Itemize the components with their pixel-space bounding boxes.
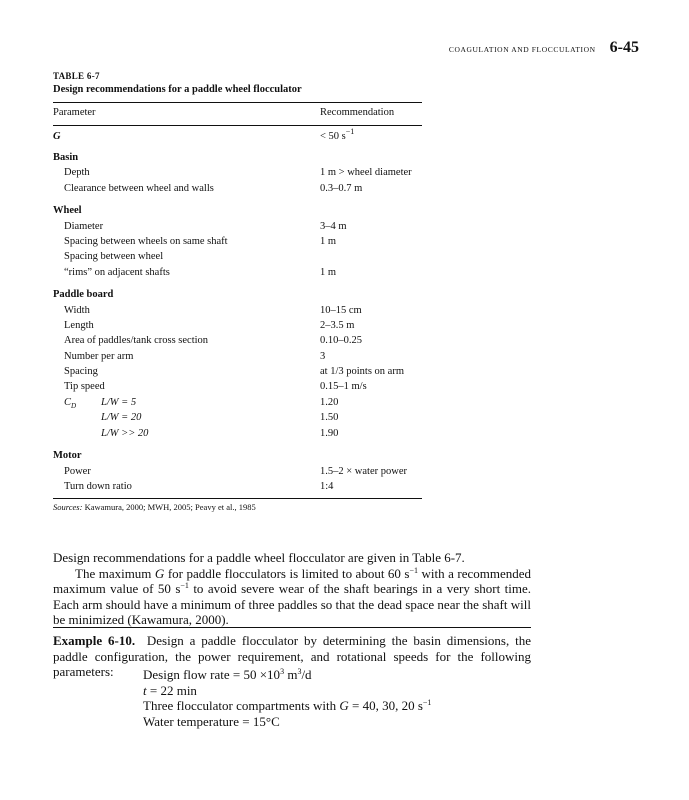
page-number: 6-45 [609, 39, 639, 56]
table-row: Tip speed 0.15–1 m/s [64, 381, 367, 392]
table-row: Power 1.5–2 × water power [64, 466, 407, 477]
cd-symbol: $C_D$ [64, 397, 77, 411]
rec-g: < 50 $s^{-1}$ [320, 127, 355, 142]
running-header [449, 39, 639, 57]
given-temperature: Water temperature = 15°C [143, 713, 280, 729]
table-row-g [53, 127, 422, 144]
table-row: “rims” on adjacent shafts 1 m [64, 267, 337, 278]
table-row: Turn down ratio 1:4 [64, 481, 334, 492]
section-paddle-board: Paddle board [53, 289, 114, 300]
example-rule [53, 627, 531, 628]
example-label: Example 6-10. [53, 633, 136, 648]
table-top-rule [53, 102, 422, 103]
table-label: TABLE 6-7 [53, 71, 100, 81]
body-paragraph: Design recommendations for a paddle wheel flocculator are given in Table 6-7. The maximum G for paddle flocculators is limited to about 60 $s^{-1}$ with a recommended maximum value of 50 $s^{-1}$ to avoid severe wear of the shaft bearings in a very short time. Each arm should have a minimum of three paddles so that the dead space near the shaft will be minimized (Kawamura, 2000). [53, 550, 532, 628]
section-motor: Motor [53, 450, 82, 461]
given-flow-rate: Design flow rate = $50 \times 10^3$ $m^3/d$ [143, 667, 312, 682]
table-row: Diameter 3–4 m [64, 221, 347, 232]
table-row-cd: $C_D$ L/W = 5 1.20 [53, 396, 422, 410]
section-wheel: Wheel [53, 205, 82, 216]
table-row: Area of paddles/tank cross section 0.10–0.25 [64, 335, 362, 346]
col-header-parameter: Parameter [53, 107, 96, 118]
table-row: Depth 1 m > wheel diameter [64, 167, 412, 178]
example-paragraph: Example 6-10. Design a paddle flocculator by determining the basin dimensions, the paddle configuration, the power requirement, and rotational speeds for the following parameters: [53, 633, 531, 680]
chapter-title: COAGULATION AND FLOCCULATION [448, 45, 596, 54]
table-bottom-rule [53, 498, 422, 499]
col-header-recommendation: Recommendation [320, 107, 395, 118]
param-g: G [53, 131, 61, 142]
table-row: Width 10–15 cm [64, 305, 362, 316]
table-row: Spacing between wheel [64, 251, 164, 262]
table-caption: Design recommendations for a paddle wheel flocculator [53, 84, 302, 95]
table-sources: Sources: Kawamura, 2000; MWH, 2005; Peavy et al., 1985 [53, 502, 256, 512]
section-basin: Basin [53, 152, 79, 163]
table-row: L/W >> 20 1.90 [101, 428, 339, 439]
table-header-row [53, 106, 422, 120]
table-row: Number per arm 3 [64, 351, 326, 362]
table-row: Length 2–3.5 m [64, 320, 355, 331]
table-row: Spacing at 1/3 points on arm [64, 366, 404, 377]
given-compartments: Three flocculator compartments with G = 40, 30, 20 $s^{-1}$ [143, 698, 432, 714]
table-row: Clearance between wheel and walls 0.3–0.7 m [64, 183, 363, 194]
table-header-rule [53, 125, 422, 126]
table-row: L/W = 20 1.50 [101, 412, 339, 423]
given-time: t = 22 min [143, 682, 197, 698]
example-given-list [143, 667, 431, 729]
table-row: Spacing between wheels on same shaft 1 m [64, 236, 337, 247]
